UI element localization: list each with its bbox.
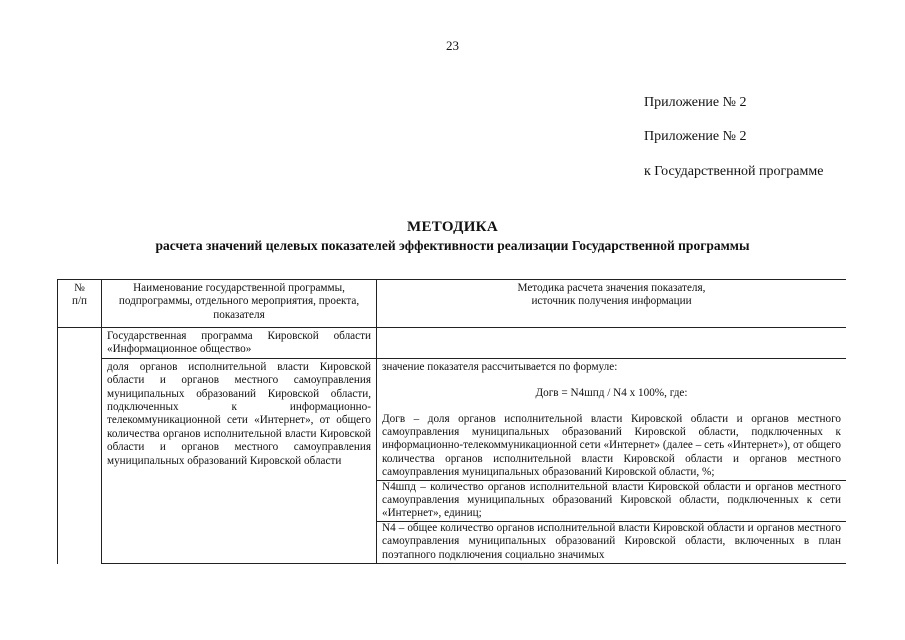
indicator-method-cell — [377, 358, 847, 563]
page-number: 23 — [446, 38, 459, 53]
method-intro: значение показателя рассчитывается по формуле: — [382, 360, 618, 373]
header-name-text: Наименование государственной программы, подпрограммы, отдельного мероприятия, проекта, показателя — [118, 282, 360, 321]
method-definition-n4: N4 – общее количество органов исполнительной власти Кировской области и органов местного самоуправления муниципальных образований Кировской области, включенных в план поэтапного подключения социально значимых — [377, 521, 846, 562]
header-num — [58, 280, 102, 328]
header-name — [102, 280, 377, 328]
table-header-row — [58, 280, 847, 328]
program-method-cell — [377, 328, 847, 359]
header-num-text: № п/п — [71, 282, 88, 308]
table-row — [58, 358, 847, 563]
row-num-cell — [58, 328, 102, 564]
methods-table — [57, 279, 846, 564]
program-name: Государственная программа Кировской области «Информационное общество» — [107, 330, 371, 356]
method-definition-dogv: Догв – доля органов исполнительной власти Кировской области и органов местного самоуправления муниципальных образований Кировской области, подключенных к информационно-телекоммуникационной сети «Интернет» (далее – сеть «Интернет»), от общего количества органов исполнительной власти Кировской области и органов местного самоуправления муниципальных образований Кировской области, %; — [382, 412, 841, 479]
table-row — [58, 328, 847, 359]
document-title: МЕТОДИКА — [407, 219, 498, 235]
appendix-label: Приложение № 2 — [644, 95, 747, 110]
indicator-name-cell — [102, 358, 377, 563]
header-method — [377, 280, 847, 328]
header-method-text: Методика расчета значения показателя, источник получения информации — [517, 282, 706, 308]
program-name-cell — [102, 328, 377, 359]
document-subtitle: расчета значений целевых показателей эффективности реализации Государственной программы — [155, 238, 750, 253]
method-definition-n4shpd: N4шпд – количество органов исполнительной власти Кировской области и органов местного самоуправления муниципальных образований Кировской области, подключенных к сети «Интернет», единиц; — [377, 480, 846, 521]
appendix-reference: к Государственной программе — [644, 164, 824, 179]
indicator-name: доля органов исполнительной власти Кировской области и органов местного самоуправления муниципальных образований Кировской области, подключенных к информационно-телекоммуникационной сети «Интернет», от общего количества органов исполнительной власти Кировской области и органов местного самоуправления муниципальных образований Кировской области — [107, 360, 371, 467]
methods-table-container — [57, 279, 846, 593]
appendix-label-repeat: Приложение № 2 — [644, 129, 747, 144]
method-formula: Догв = N4шпд / N4 х 100%, где: — [535, 387, 688, 400]
